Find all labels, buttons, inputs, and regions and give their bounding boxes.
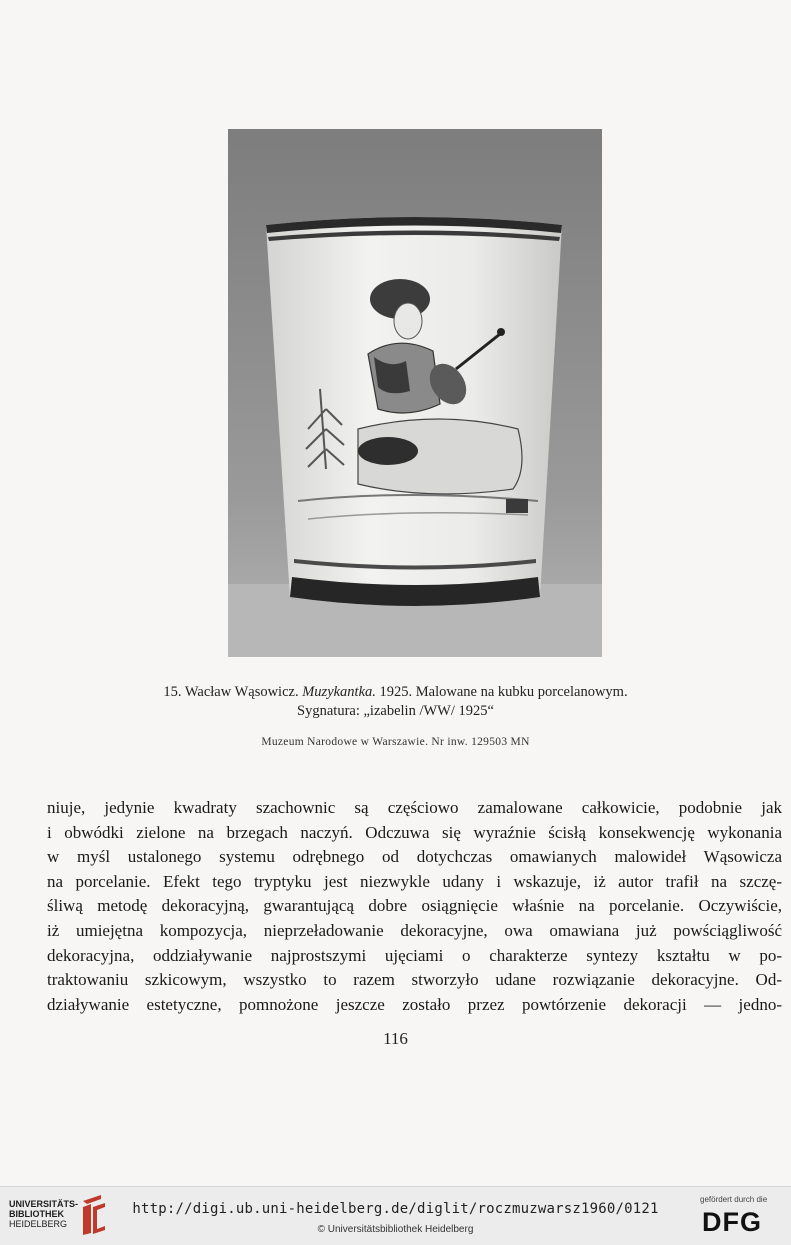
- body-line: i obwódki zielone na brzegach naczyń. Odczuwa się wyraźnie ścisłą konsekwencję wykonania: [47, 822, 782, 842]
- porcelain-cup-illustration: [228, 129, 602, 657]
- dfg-logo-icon[interactable]: DFG: [702, 1207, 762, 1237]
- body-line: działywanie estetyczne, pomnożone jeszcze zostało przez powtórzenie dekoracji — jedno-: [47, 994, 782, 1014]
- figure-caption-line1: [0, 683, 791, 701]
- library-name-line1: UNIVERSITÄTS-: [9, 1199, 79, 1209]
- figure-caption-line2: Sygnatura: „izabelin /WW/ 1925“: [297, 703, 494, 719]
- body-line: na porcelanie. Efekt tego tryptyku jest niezwykle udany i wskazuje, iż autor trafił na szczę-: [47, 871, 782, 891]
- caption-title: Muzykantka.: [302, 684, 376, 700]
- body-line: iż umiejętna kompozycja, nieprzeładowanie dekoracyjne, owa omawiana już powściągliwość: [47, 920, 782, 940]
- body-line: niuje, jedynie kwadraty szachownic są częściowo zamalowane całkowicie, podobnie jak: [47, 798, 782, 817]
- caption-author: 15. Wacław Wąsowicz.: [163, 684, 299, 700]
- body-line: dekoracyjna, oddziaływanie najprostszymi ujęciami o charakterze syntezy kształtu w po-: [47, 945, 782, 965]
- library-name-line3: HEIDELBERG: [9, 1219, 68, 1229]
- body-line: śliwą metodę dekoracyjną, gwarantującą dobre osiągnięcie właśnie na porcelanie. Oczywiście,: [47, 896, 782, 916]
- figure-photograph: [228, 129, 602, 657]
- copyright-notice: © Universitätsbibliothek Heidelberg: [317, 1224, 474, 1235]
- permalink-url[interactable]: http://digi.ub.uni-heidelberg.de/diglit/roczmuzwarsz1960/0121: [132, 1201, 659, 1217]
- page-number: 116: [383, 1029, 408, 1048]
- figure-source: Muzeum Narodowe w Warszawie. Nr inw. 129503 MN: [261, 736, 530, 748]
- footer-bar: [0, 1186, 791, 1245]
- library-name-line2: BIBLIOTHEK: [9, 1209, 64, 1219]
- body-line: traktowaniu szkicowym, wszystko to razem stworzyło udane rozwiązanie dekoracyjne. Od-: [47, 970, 782, 990]
- funded-by-label: gefördert durch die: [700, 1195, 768, 1204]
- body-paragraph: [47, 796, 782, 1017]
- body-line: w myśl ustalonego systemu odrębnego od dotychczas omawianych malowideł Wąsowicza: [47, 847, 782, 867]
- caption-description: 1925. Malowane na kubku porcelanowym.: [379, 684, 628, 700]
